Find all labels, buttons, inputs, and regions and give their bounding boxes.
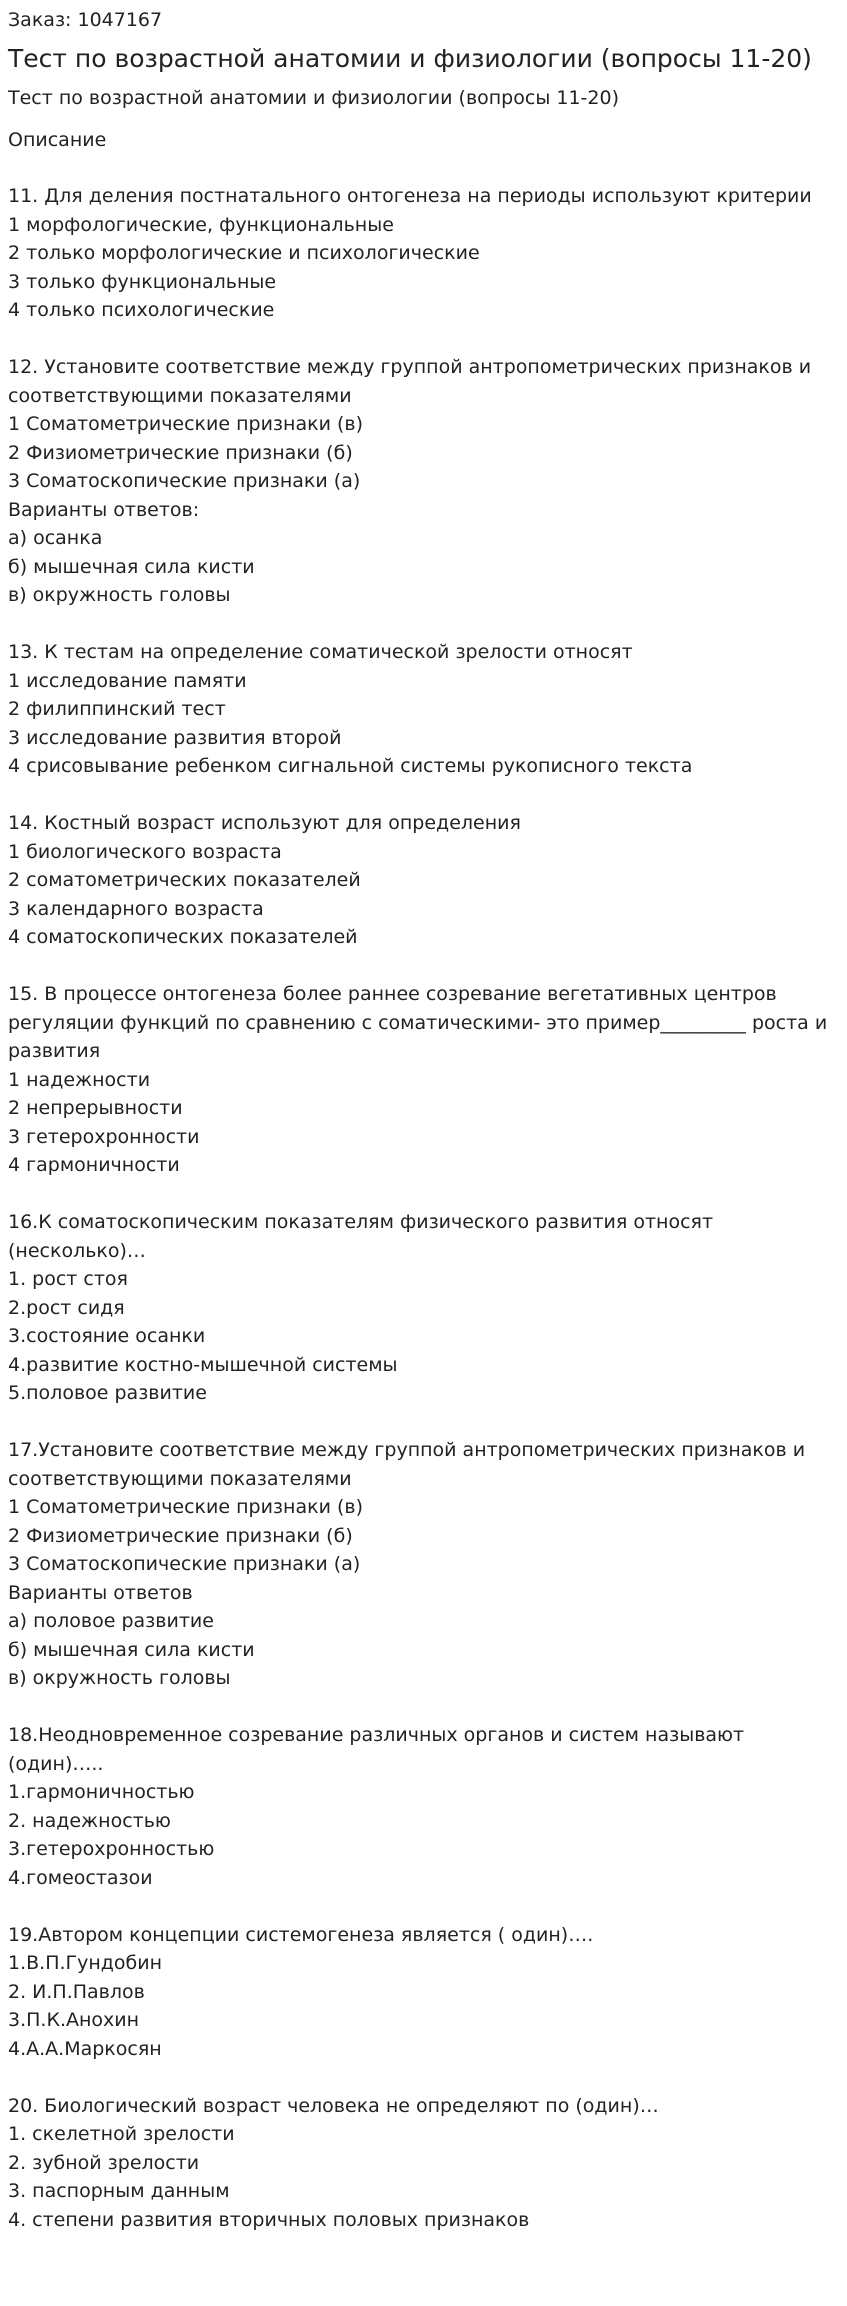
answer-option: 1 морфологические, функциональные xyxy=(8,213,394,236)
answer-option: 3 гетерохронности xyxy=(8,1125,200,1148)
answer-option: 4.гомеостазои xyxy=(8,1866,153,1889)
answer-option: 2.рост сидя xyxy=(8,1296,125,1319)
question-block xyxy=(8,1721,839,1892)
answer-option: 2 непрерывности xyxy=(8,1097,183,1119)
answer-option: 1. скелетной зрелости xyxy=(8,2123,235,2145)
order-number: Заказ: 1047167 xyxy=(8,9,163,31)
page-subtitle: Тест по возрастной анатомии и физиологии (вопросы 11-20) xyxy=(8,87,619,109)
answer-option: 4.А.А.Маркосян xyxy=(8,2037,162,2060)
question-block xyxy=(8,1436,839,1693)
answer-option: 1. рост стоя xyxy=(8,1268,128,1290)
answer-option: 1 Соматометрические признаки (в) xyxy=(8,1496,363,1518)
answer-option: 4 только психологические xyxy=(8,299,275,321)
question-text: 19.Автором концепции системогенеза является ( один)…. xyxy=(8,1923,594,1946)
answer-option: а) осанка xyxy=(8,527,103,549)
answer-option: 2. И.П.Павлов xyxy=(8,1980,145,2003)
answer-option: 4 срисовывание ребенком сигнальной системы рукописного текста xyxy=(8,755,693,777)
answer-option: 1 Соматометрические признаки (в) xyxy=(8,413,363,435)
answer-option: 1 исследование памяти xyxy=(8,669,247,692)
question-text: 18.Неодновременное созревание различных органов и систем называют (один)….. xyxy=(8,1724,745,1775)
answer-option: в) окружность головы xyxy=(8,1667,231,1689)
answer-option: 1.гармоничностью xyxy=(8,1781,195,1803)
question-block xyxy=(8,2092,839,2235)
answer-option: Варианты ответов: xyxy=(8,498,200,521)
question-text: 16.К соматоскопическим показателям физического развития относят (несколько)… xyxy=(8,1211,714,1262)
question-block xyxy=(8,1921,839,2064)
question-block xyxy=(8,353,839,610)
answer-option: 5.половое развитие xyxy=(8,1382,207,1404)
answer-option: 2 Физиометрические признаки (б) xyxy=(8,441,353,464)
question-text: 15. В процессе онтогенеза более раннее созревание вегетативных центров регуляции функций по сравнению с соматическими- это пример_________ роста и развития xyxy=(8,983,828,1062)
page-title: Тест по возрастной анатомии и физиологии (вопросы 11-20) xyxy=(8,44,812,73)
answer-option: 2. зубной зрелости xyxy=(8,2151,200,2174)
answer-option: 1 надежности xyxy=(8,1068,151,1091)
answer-option: б) мышечная сила кисти xyxy=(8,1638,255,1661)
answer-option: в) окружность головы xyxy=(8,584,231,606)
description-label: Описание xyxy=(8,129,107,151)
question-text: 14. Костный возраст используют для определения xyxy=(8,812,521,834)
answer-option: 3 календарного возраста xyxy=(8,897,264,920)
question-block xyxy=(8,182,839,325)
question-block xyxy=(8,809,839,952)
question-block xyxy=(8,638,839,781)
answer-option: 2 филиппинский тест xyxy=(8,698,226,720)
question-text: 13. К тестам на определение соматической зрелости относят xyxy=(8,641,633,663)
answer-option: б) мышечная сила кисти xyxy=(8,555,255,578)
answer-option: 2. надежностью xyxy=(8,1809,171,1832)
answer-option: 2 Физиометрические признаки (б) xyxy=(8,1524,353,1547)
question-block xyxy=(8,1208,839,1408)
answer-option: 3 Соматоскопические признаки (а) xyxy=(8,1553,361,1575)
answer-option: 1.В.П.Гундобин xyxy=(8,1952,163,1974)
answer-option: 3 Соматоскопические признаки (а) xyxy=(8,470,361,492)
answer-option: Варианты ответов xyxy=(8,1581,193,1604)
answer-option: 3 только функциональные xyxy=(8,270,277,293)
answer-option: 2 только морфологические и психологические xyxy=(8,242,480,264)
answer-option: 3.состояние осанки xyxy=(8,1325,206,1347)
answer-option: 4.развитие костно-мышечной системы xyxy=(8,1353,398,1376)
question-text: 17.Установите соответствие между группой антропометрических признаков и соответствующими показателями xyxy=(8,1439,806,1490)
answer-option: 2 соматометрических показателей xyxy=(8,869,361,891)
question-block xyxy=(8,980,839,1180)
answer-option: а) половое развитие xyxy=(8,1610,214,1632)
answer-option: 4 гармоничности xyxy=(8,1154,180,1176)
answer-option: 1 биологического возраста xyxy=(8,840,282,863)
answer-option: 3. паспорным данным xyxy=(8,2180,230,2202)
answer-option: 3 исследование развития второй xyxy=(8,726,342,749)
answer-option: 3.гетерохронностью xyxy=(8,1838,215,1860)
questions-list xyxy=(8,182,839,2234)
question-text: 11. Для деления постнатального онтогенеза на периоды используют критерии xyxy=(8,185,812,207)
answer-option: 4. степени развития вторичных половых признаков xyxy=(8,2208,530,2231)
question-text: 12. Установите соответствие между группой антропометрических признаков и соответствующими показателями xyxy=(8,356,812,407)
answer-option: 4 соматоскопических показателей xyxy=(8,926,358,948)
question-text: 20. Биологический возраст человека не определяют по (один)… xyxy=(8,2094,659,2117)
answer-option: 3.П.К.Анохин xyxy=(8,2009,140,2031)
